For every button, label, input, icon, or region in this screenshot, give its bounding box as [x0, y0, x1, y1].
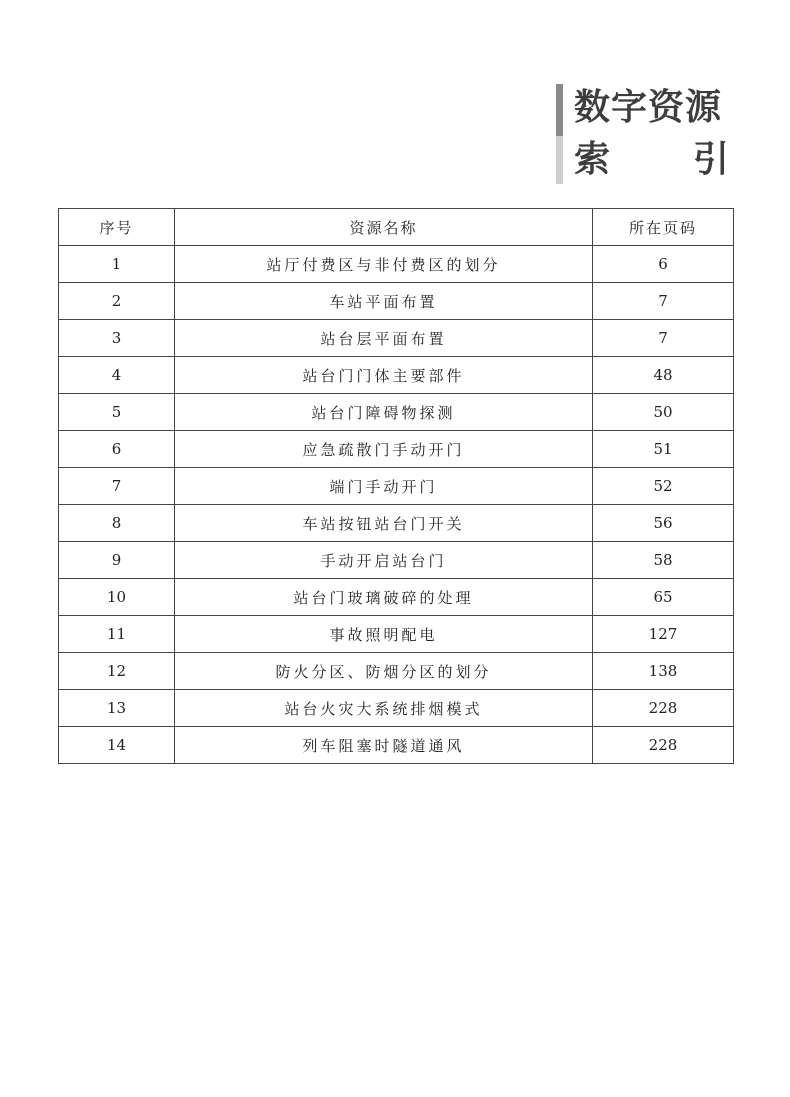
- table-row: [59, 579, 734, 616]
- table-row: [59, 246, 734, 283]
- row-name-cell: 站台门门体主要部件: [175, 357, 593, 394]
- row-page-cell: 228: [593, 690, 734, 727]
- table-row: [59, 727, 734, 764]
- row-number-cell: 6: [59, 431, 175, 468]
- title-accent-bar-light: [556, 136, 563, 184]
- row-name-cell: 应急疏散门手动开门: [175, 431, 593, 468]
- row-number-cell: 9: [59, 542, 175, 579]
- row-number-cell: 7: [59, 468, 175, 505]
- row-page-cell: 48: [593, 357, 734, 394]
- header-resource-name: 资源名称: [175, 209, 593, 246]
- row-name-cell: 车站按钮站台门开关: [175, 505, 593, 542]
- row-name-cell: 站厅付费区与非付费区的划分: [175, 246, 593, 283]
- table-row: [59, 690, 734, 727]
- row-name-cell: 列车阻塞时隧道通风: [175, 727, 593, 764]
- table-row: [59, 616, 734, 653]
- row-page-cell: 7: [593, 283, 734, 320]
- table-body: [59, 246, 734, 764]
- row-number-cell: 13: [59, 690, 175, 727]
- row-number-cell: 8: [59, 505, 175, 542]
- row-page-cell: 7: [593, 320, 734, 357]
- section-title: [556, 84, 736, 184]
- row-name-cell: 站台门障碍物探测: [175, 394, 593, 431]
- row-page-cell: 127: [593, 616, 734, 653]
- row-number-cell: 12: [59, 653, 175, 690]
- row-number-cell: 11: [59, 616, 175, 653]
- row-page-cell: 56: [593, 505, 734, 542]
- table-row: [59, 468, 734, 505]
- row-page-cell: 228: [593, 727, 734, 764]
- row-number-cell: 1: [59, 246, 175, 283]
- title-char-2: 引: [692, 139, 729, 180]
- title-line-2: [574, 138, 729, 182]
- row-name-cell: 车站平面布置: [175, 283, 593, 320]
- header-number: 序号: [59, 209, 175, 246]
- title-line-1: 数字资源: [574, 87, 723, 128]
- row-name-cell: 站台门玻璃破碎的处理: [175, 579, 593, 616]
- row-page-cell: 65: [593, 579, 734, 616]
- row-number-cell: 10: [59, 579, 175, 616]
- table-row: [59, 320, 734, 357]
- table-row: [59, 653, 734, 690]
- table-row: [59, 431, 734, 468]
- row-number-cell: 2: [59, 283, 175, 320]
- table-row: [59, 283, 734, 320]
- row-number-cell: 3: [59, 320, 175, 357]
- row-number-cell: 14: [59, 727, 175, 764]
- row-name-cell: 端门手动开门: [175, 468, 593, 505]
- row-name-cell: 站台火灾大系统排烟模式: [175, 690, 593, 727]
- row-number-cell: 5: [59, 394, 175, 431]
- table-row: [59, 394, 734, 431]
- table-row: [59, 505, 734, 542]
- row-page-cell: 51: [593, 431, 734, 468]
- row-page-cell: 52: [593, 468, 734, 505]
- row-name-cell: 手动开启站台门: [175, 542, 593, 579]
- row-page-cell: 6: [593, 246, 734, 283]
- header-page: 所在页码: [593, 209, 734, 246]
- row-page-cell: 138: [593, 653, 734, 690]
- row-page-cell: 58: [593, 542, 734, 579]
- table-row: [59, 357, 734, 394]
- row-name-cell: 站台层平面布置: [175, 320, 593, 357]
- row-number-cell: 4: [59, 357, 175, 394]
- table-header-row: [59, 209, 734, 246]
- resource-index-table: [58, 208, 734, 764]
- table-row: [59, 542, 734, 579]
- row-page-cell: 50: [593, 394, 734, 431]
- row-name-cell: 防火分区、防烟分区的划分: [175, 653, 593, 690]
- title-char-1: 索: [574, 139, 611, 180]
- row-name-cell: 事故照明配电: [175, 616, 593, 653]
